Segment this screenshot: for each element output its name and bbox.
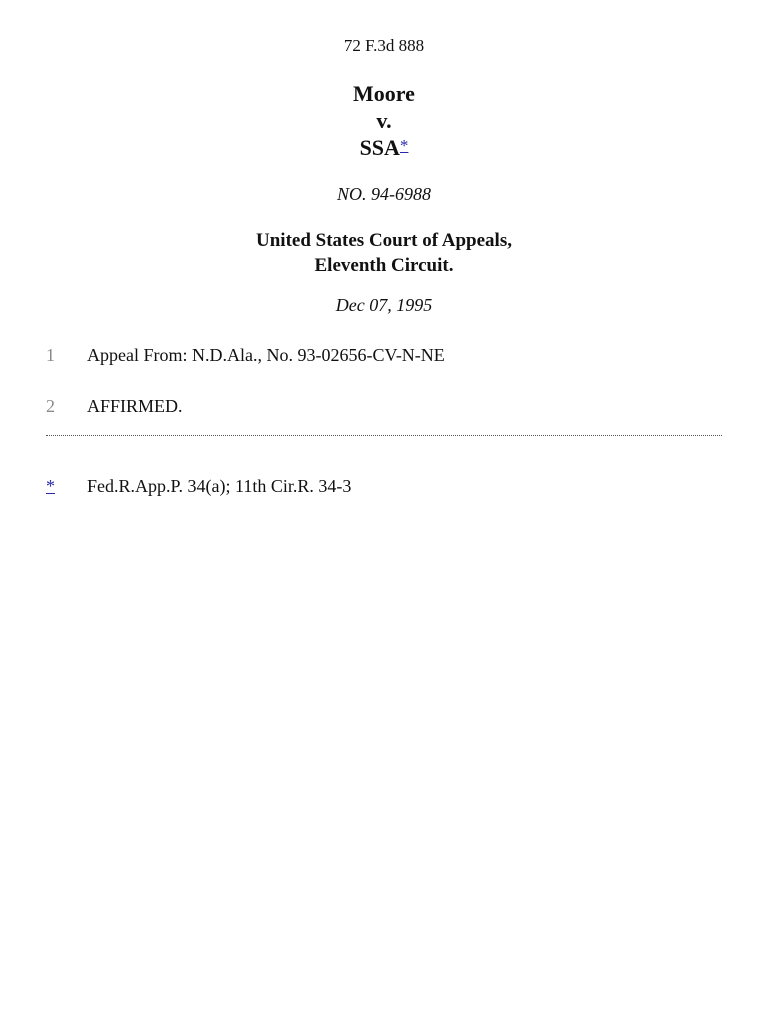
party-two-line — [0, 134, 768, 161]
party-two: SSA — [359, 135, 400, 160]
decision-date: Dec 07, 1995 — [335, 295, 433, 315]
docket-number: NO. 94-6988 — [337, 184, 431, 204]
paragraph-number: 2 — [46, 396, 55, 416]
court-name-line1: United States Court of Appeals, — [256, 230, 512, 251]
footnote-text: Fed.R.App.P. 34(a); 11th Cir.R. 34-3 — [87, 476, 352, 496]
footnote-marker-link[interactable]: * — [46, 476, 55, 496]
paragraph-text: AFFIRMED. — [87, 396, 183, 416]
court-name — [0, 228, 768, 278]
footnote-link[interactable]: * — [399, 136, 409, 155]
footnote-divider — [46, 435, 722, 436]
versus-label: v. — [376, 108, 392, 133]
paragraph-number: 1 — [46, 345, 55, 365]
reporter-citation: 72 F.3d 888 — [343, 36, 425, 55]
paragraph-text: Appeal From: N.D.Ala., No. 93-02656-CV-N-NE — [87, 345, 445, 365]
court-name-line2: Eleventh Circuit. — [314, 255, 454, 276]
party-one: Moore — [353, 81, 415, 106]
case-title — [0, 80, 768, 161]
